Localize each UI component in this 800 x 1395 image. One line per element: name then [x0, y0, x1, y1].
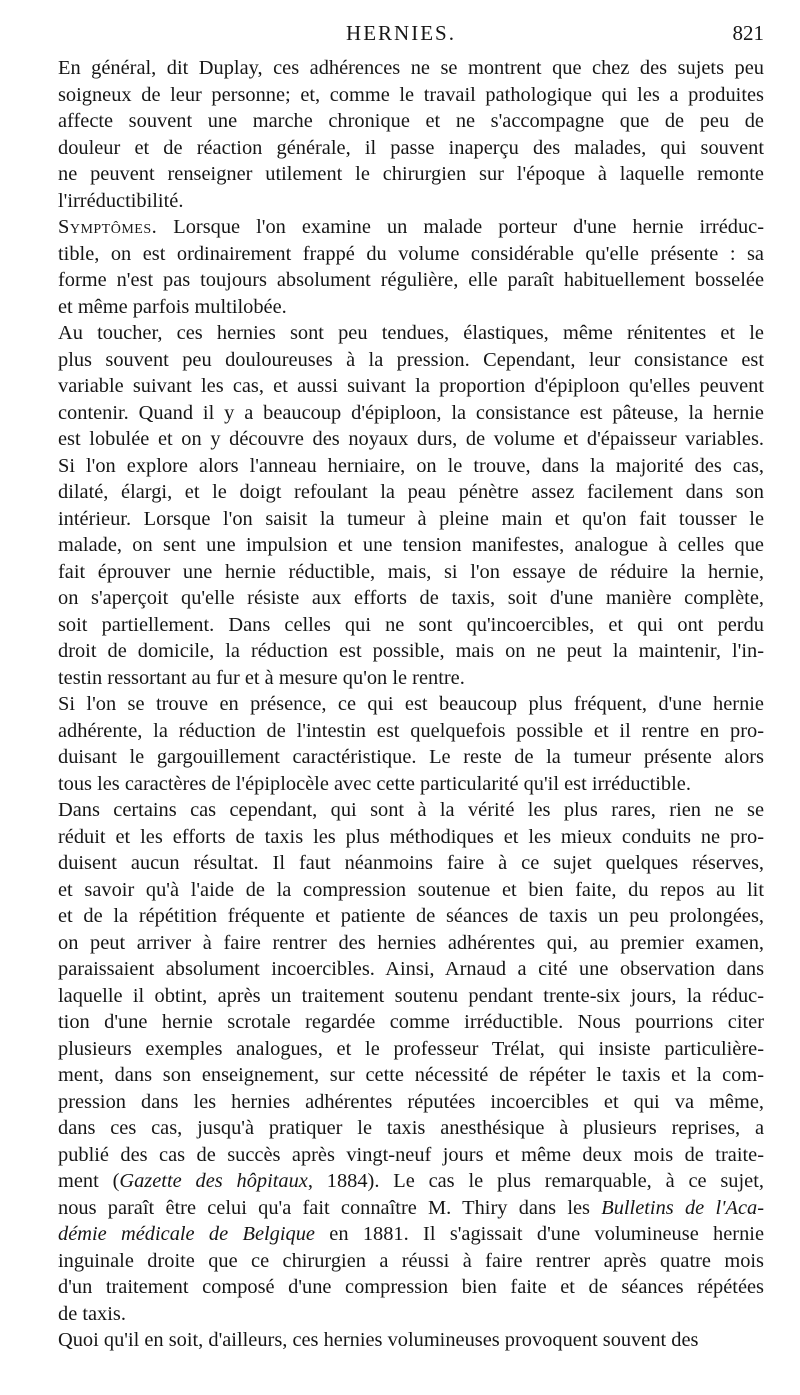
text-line	[32, 453, 764, 480]
line-text: Quoi qu'il en soit, d'ailleurs, ces hernies volumineuses provoquent souvent des	[58, 1329, 699, 1351]
text-line	[32, 797, 764, 824]
line-text: contenir. Quand il y a beaucoup d'épiploon, la consistance est pâteuse, la hernie	[58, 401, 764, 424]
text-line	[32, 400, 764, 427]
text-line	[32, 665, 764, 692]
text-line	[32, 320, 764, 347]
text-line	[32, 691, 764, 718]
text-line	[32, 135, 764, 162]
line-text: soit partiellement. Dans celles qui ne sont qu'incoercibles, et qui ont perdu	[58, 613, 764, 636]
text-line	[32, 1142, 764, 1169]
line-text: laquelle il obtint, après un traitement soutenu pendant trente-six jours, la réduc-	[58, 984, 764, 1007]
line-text: Si l'on se trouve en présence, ce qui est beaucoup plus fréquent, d'une hernie	[58, 693, 764, 715]
text-line	[32, 214, 764, 241]
text-line	[32, 1301, 764, 1328]
line-text: l'irréductibilité.	[58, 189, 184, 212]
line-text: paraissaient absolument incoercibles. Ainsi, Arnaud a cité une observation dans	[58, 958, 764, 980]
line-text: variable suivant les cas, et aussi suivant la proportion d'épiploon qu'elles peuvent	[58, 375, 764, 397]
text-line	[32, 1195, 764, 1222]
text-line	[32, 877, 764, 904]
text-line	[32, 1221, 764, 1248]
line-text: dilaté, élargi, et le doigt refoulant la peau pénètre assez facilement dans son	[58, 481, 764, 503]
line-text: testin ressortant au fur et à mesure qu'on le rentre.	[58, 666, 465, 689]
text-line	[32, 903, 764, 930]
line-text: on peut arriver à faire rentrer des hernies adhérentes qui, au premier examen,	[58, 931, 764, 954]
text-line	[32, 771, 764, 798]
line-text: duisant le gargouillement caractéristique. Le reste de la tumeur présente alors	[58, 746, 764, 768]
line-text: ment (Gazette des hôpitaux, 1884). Le cas le plus remarquable, à ce sujet,	[58, 1170, 764, 1192]
text-line	[32, 426, 764, 453]
text-line	[32, 1248, 764, 1275]
line-text: de taxis.	[58, 1302, 126, 1325]
line-text: et savoir qu'à l'aide de la compression soutenue et bien faite, du repos au lit	[58, 878, 764, 901]
line-text: soigneux de leur personne; et, comme le travail pathologique qui les a produites	[58, 83, 764, 106]
text-line	[32, 585, 764, 612]
text-line	[32, 479, 764, 506]
page-header	[38, 14, 764, 52]
text-line	[32, 956, 764, 983]
paragraph	[32, 55, 764, 214]
line-text: fait éprouver une hernie réductible, mais, si l'on essaye de réduire la hernie,	[58, 560, 764, 583]
paragraph	[32, 214, 764, 320]
text-line	[32, 108, 764, 135]
page-number: 821	[732, 21, 764, 45]
line-text: En général, dit Duplay, ces adhérences ne se montrent que chez des sujets peu	[58, 57, 764, 79]
line-text: intérieur. Lorsque l'on saisit la tumeur à pleine main et qu'on fait tousser le	[58, 507, 764, 530]
line-text: droit de domicile, la réduction est possible, mais on ne peut la maintenir, l'in-	[58, 640, 764, 662]
text-line	[32, 161, 764, 188]
text-line	[32, 373, 764, 400]
body-text	[32, 55, 764, 1354]
text-line	[32, 347, 764, 374]
line-text: Si l'on explore alors l'anneau herniaire, on le trouve, dans la majorité des cas,	[58, 454, 764, 477]
paragraph	[32, 797, 764, 1327]
line-text: plusieurs exemples analogues, et le professeur Trélat, qui insiste particulière-	[58, 1037, 764, 1060]
line-text: et même parfois multilobée.	[58, 295, 287, 318]
line-text: est lobulée et on y découvre des noyaux durs, de volume et d'épaisseur variables.	[58, 428, 764, 450]
text-line	[32, 267, 764, 294]
text-line	[32, 1274, 764, 1301]
text-line	[32, 824, 764, 851]
text-line	[32, 612, 764, 639]
line-text: nous paraît être celui qu'a fait connaître M. Thiry dans les Bulletins de l'Aca-	[58, 1196, 764, 1219]
running-title: HERNIES.	[346, 21, 456, 45]
line-text: publié des cas de succès après vingt-neuf jours et même deux mois de traite-	[58, 1143, 764, 1166]
text-line	[32, 983, 764, 1010]
italic-title: Gazette des hôpitaux	[119, 1170, 308, 1192]
line-text: pression dans les hernies adhérentes réputées incoercibles et qui va même,	[58, 1090, 764, 1113]
text-line	[32, 930, 764, 957]
line-text: plus souvent peu douloureuses à la pression. Cependant, leur consistance est	[58, 348, 764, 371]
text-line	[32, 294, 764, 321]
line-text: duisent aucun résultat. Il faut néanmoins faire à ce sujet quelques réserves,	[58, 852, 764, 874]
text-line	[32, 638, 764, 665]
line-text: tous les caractères de l'épiplocèle avec cette particularité qu'il est irréductible.	[58, 772, 691, 795]
text-line	[32, 1089, 764, 1116]
text-line	[32, 55, 764, 82]
line-text: tion d'une hernie scrotale regardée comme irréductible. Nous pourrions citer	[58, 1011, 764, 1033]
text-line	[32, 506, 764, 533]
text-line	[32, 559, 764, 586]
text-line	[32, 1327, 764, 1354]
italic-title: démie médicale de Belgique	[58, 1223, 315, 1245]
paragraph	[32, 1327, 764, 1354]
line-text: adhérente, la réduction de l'intestin est quelquefois possible et il rentre en pro-	[58, 719, 764, 742]
text-line	[32, 532, 764, 559]
text-line	[32, 1062, 764, 1089]
section-heading: Symptômes.	[58, 216, 158, 238]
line-text: malade, on sent une impulsion et une tension manifestes, analogue à celles que	[58, 534, 764, 556]
text-line	[32, 1168, 764, 1195]
line-text: inguinale droite que ce chirurgien a réussi à faire rentrer après quatre mois	[58, 1249, 764, 1272]
line-text: forme n'est pas toujours absolument régulière, elle paraît habituellement bosselée	[58, 269, 764, 291]
line-text: réduit et les efforts de taxis les plus méthodiques et les mieux conduits ne pro-	[58, 825, 764, 848]
text-line	[32, 1009, 764, 1036]
text-line	[32, 82, 764, 109]
text-line	[32, 718, 764, 745]
text-line	[32, 744, 764, 771]
paragraph	[32, 691, 764, 797]
paragraph	[32, 320, 764, 691]
line-text: ment, dans son enseignement, sur cette nécessité de répéter le taxis et la com-	[58, 1064, 764, 1086]
line-text: et de la répétition fréquente et patiente de séances de taxis un peu prolongées,	[58, 905, 764, 927]
line-text: démie médicale de Belgique en 1881. Il s'agissait d'une volumineuse hernie	[58, 1223, 765, 1245]
line-text: affecte souvent une marche chronique et ne s'accompagne que de peu de	[58, 110, 764, 132]
line-text: Dans certains cas cependant, qui sont à la vérité les plus rares, rien ne se	[58, 799, 764, 821]
line-text: Au toucher, ces hernies sont peu tendues, élastiques, même rénitentes et le	[58, 322, 764, 344]
text-line	[32, 1115, 764, 1142]
text-line	[32, 850, 764, 877]
text-line	[32, 1036, 764, 1063]
line-text: dans ces cas, jusqu'à pratiquer le taxis anesthésique à plusieurs reprises, a	[58, 1117, 764, 1139]
line-text: Lorsque l'on examine un malade porteur d'une hernie irréduc-	[173, 216, 764, 238]
italic-title: Bulletins de l'Aca-	[601, 1196, 764, 1219]
text-line	[32, 188, 764, 215]
line-text: tible, on est ordinairement frappé du volume considérable qu'elle présente : sa	[58, 242, 764, 265]
line-text: ne peuvent renseigner utilement le chirurgien sur l'époque à laquelle remonte	[58, 163, 764, 185]
line-text: on s'aperçoit qu'elle résiste aux efforts de taxis, soit d'une manière complète,	[58, 587, 764, 609]
line-text: douleur et de réaction générale, il passe inaperçu des malades, qui souvent	[58, 136, 764, 159]
text-line	[32, 241, 764, 268]
line-text: d'un traitement composé d'une compression bien faite et de séances répétées	[58, 1276, 764, 1298]
